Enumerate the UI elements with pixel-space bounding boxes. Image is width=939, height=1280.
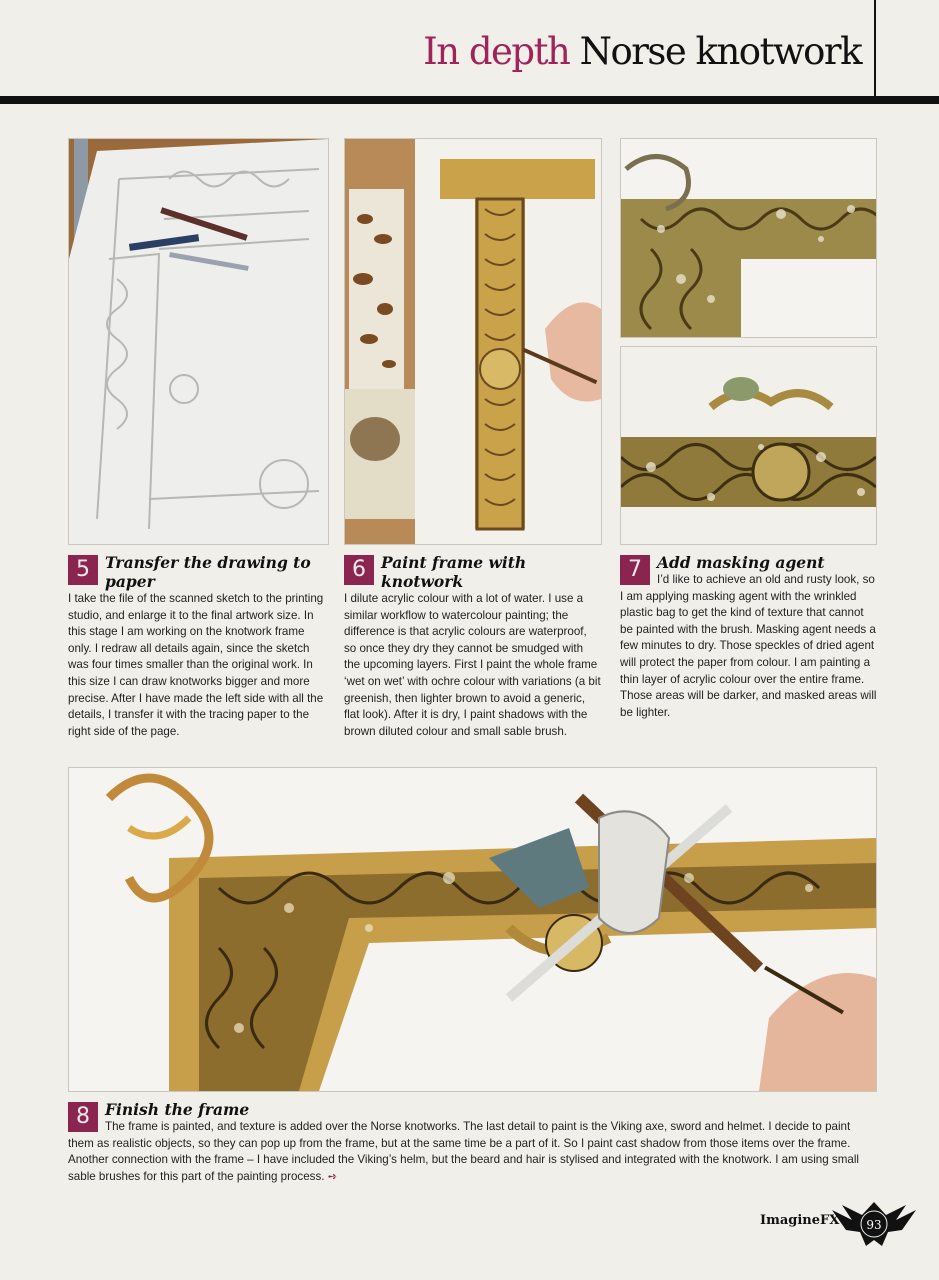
step-6: [344, 553, 602, 740]
article-title: Norse knotwork: [579, 30, 861, 73]
step-body: I dilute acrylic colour with a lot of water. I use a similar workflow to watercolour painting; the difference is that acrylic colours are waterproof, so once they dry they cannot be smudged with the upcoming layers. First I paint the whole frame ‘wet on wet’ with ochre colour with variations (a bit greenish, then lighter brown to avoid a generic, flat look). After it is dry, I paint shadows with the brown diluted colour and small sable brush.: [344, 592, 601, 738]
step-title: Transfer the drawing to paper: [105, 553, 311, 591]
step-number: 7: [620, 555, 650, 585]
header-rule: [0, 96, 939, 104]
step-number: 6: [344, 555, 374, 585]
step-title: Finish the frame: [105, 1100, 250, 1119]
step-body: I take the file of the scanned sketch to the printing studio, and enlarge it to the final artwork size. In this stage I am working on the knotwork frame only. I redraw all details again, since the sketch was four times smaller than the original work. In this size I can draw knotworks bigger and more precise. After I have made the left side with all the details, I transfer it with the tracing paper to the right side of the page.: [68, 592, 324, 738]
step-title: Add masking agent: [657, 553, 825, 572]
page-number: 93: [866, 1218, 882, 1232]
step-5-photo: [68, 138, 329, 545]
step-8-photo: [68, 767, 877, 1092]
page-header: [423, 30, 861, 73]
step-number: 8: [68, 1102, 98, 1132]
continue-arrow-icon: ➺: [327, 1170, 337, 1183]
step-7: [620, 553, 878, 721]
header-divider: [874, 0, 876, 96]
step-title: Paint frame with knotwork: [381, 553, 527, 591]
step-6-photo: [344, 138, 602, 545]
step-body: I’d like to achieve an old and rusty look, so I am applying masking agent with the wrinkled plastic bag to get the kind of texture that cannot be painted with the brush. Masking agent needs a few minutes to dry. Those speckles of dried agent will protect the paper from colour. I am painting a thin layer of acrylic colour over the entire frame. Those areas will be darker, and masked areas will be lighter.: [620, 573, 877, 719]
magazine-logo: ImagineFX: [760, 1213, 840, 1228]
step-7-photo-bottom: [620, 346, 877, 545]
step-8: [68, 1100, 876, 1185]
step-body: The frame is painted, and texture is added over the Norse knotworks. The last detail to paint is the Viking axe, sword and helmet. I decide to paint them as realistic objects, so they can pop up from the frame, but at the same time be a part of it. So I paint cast shadow from those items over the frame. Another connection with the frame – I have included the Viking’s helm, but the beard and hair is stylised and integrated with the knotwork. I am using small sable brushes for this part of the painting process. ➺: [68, 1120, 859, 1183]
page-number-badge: [832, 1200, 916, 1248]
step-5: [68, 553, 330, 740]
section-label: In depth: [423, 30, 570, 73]
step-7-photo-top: [620, 138, 877, 338]
step-number: 5: [68, 555, 98, 585]
